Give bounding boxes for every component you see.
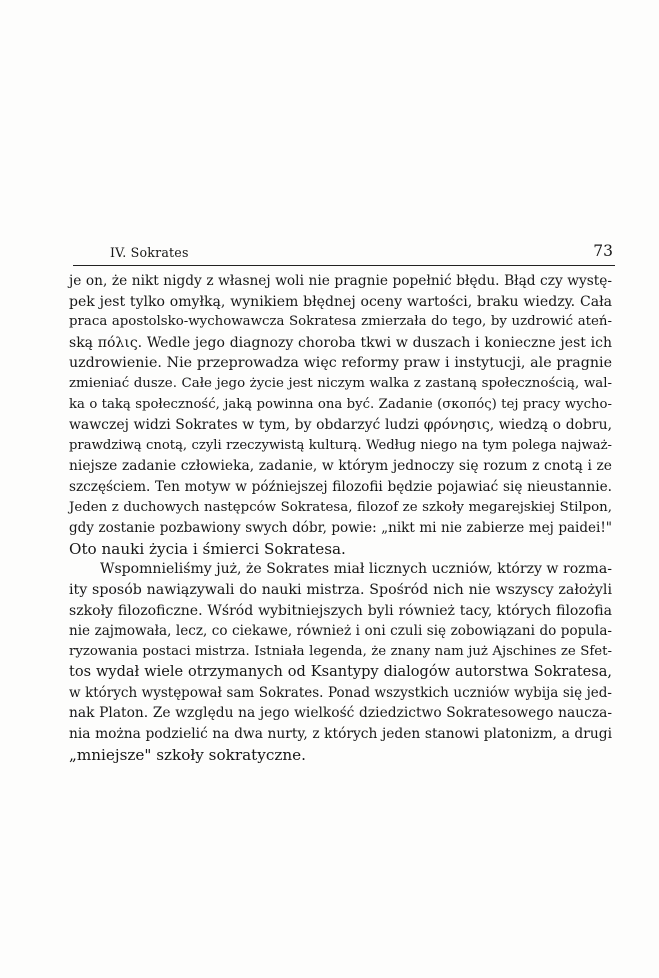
chapter-title: IV. Sokrates: [110, 245, 189, 260]
text-line: gdy zostanie pozbawiony swych dóbr, powie: „nikt mi nie zabierze mej paidei!": [69, 520, 612, 537]
text-line: ka o taką społeczność, jaką powinna ona być. Zadanie (σκοπός) tej pracy wycho-: [69, 396, 612, 412]
text-line: uzdrowienie. Nie przeprowadza więc reformy praw i instytucji, ale pragnie: [69, 355, 612, 372]
text-line: w których występował sam Sokrates. Ponad wszystkich uczniów wybija się jed-: [69, 684, 612, 701]
text-line: niejsze zadanie człowieka, zadanie, w którym jednoczy się rozum z cnotą i ze: [69, 458, 612, 475]
text-line: nia można podzielić na dwa nurty, z których jeden stanowi platonizm, a drugi: [69, 726, 612, 743]
text-line: Oto nauki życia i śmierci Sokratesa.: [69, 539, 346, 558]
text-line: tos wydał wiele otrzymanych od Ksantypy dialogów autorstwa Sokratesa,: [69, 664, 612, 681]
text-line: „mniejsze" szkoły sokratyczne.: [69, 745, 306, 764]
text-line: nak Platon. Ze względu na jego wielkość dziedzictwo Sokratesowego naucza-: [69, 705, 612, 722]
paragraph-1: [69, 271, 612, 559]
text-line: je on, że nikt nigdy z własnej woli nie pragnie popełnić błędu. Błąd czy wystę-: [69, 273, 612, 289]
running-header: [73, 242, 615, 266]
text-line: szkoły filozoficzne. Wśród wybitniejszych byli również tacy, których filozofia: [69, 602, 612, 619]
text-line: Wspomnieliśmy już, że Sokrates miał licznych uczniów, którzy w rozma-: [100, 561, 612, 578]
text-line: Jeden z duchowych następców Sokratesa, filozof ze szkoły megarejskiej Stilpon,: [69, 499, 612, 515]
text-line: szczęściem. Ten motyw w późniejszej filozofii będzie pojawiać się nieustannie.: [69, 478, 612, 495]
text-line: ity sposób nawiązywali do nauki mistrza. Spośród nich nie wszyscy założyli: [69, 581, 612, 598]
text-line: zmieniać dusze. Całe jego życie jest niczym walka z zastaną społecznością, wal-: [69, 375, 612, 391]
text-line: nie zajmowała, lecz, co ciekawe, również i oni czuli się zobowiązani do popula-: [69, 623, 612, 640]
text-line: praca apostolsko-wychowawcza Sokratesa zmierzała do tego, by uzdrowić ateń-: [69, 314, 612, 330]
body-text: [69, 271, 612, 765]
text-line: pek jest tylko omyłką, wynikiem błędnej oceny wartości, braku wiedzy. Cała: [69, 293, 612, 310]
paragraph-2: [69, 559, 612, 765]
text-line: ską πόλις. Wedle jego diagnozy choroba tkwi w duszach i konieczne jest ich: [69, 334, 612, 351]
text-line: ryzowania postaci mistrza. Istniała legenda, że znany nam już Ajschines ze Sfet-: [69, 643, 612, 659]
text-line: wawczej widzi Sokrates w tym, by obdarzyć ludzi φρόνησις, wiedzą o dobru,: [69, 417, 612, 434]
page-number: 73: [593, 242, 613, 260]
text-line: prawdziwą cnotą, czyli rzeczywistą kulturą. Według niego na tym polega najważ-: [69, 437, 612, 453]
